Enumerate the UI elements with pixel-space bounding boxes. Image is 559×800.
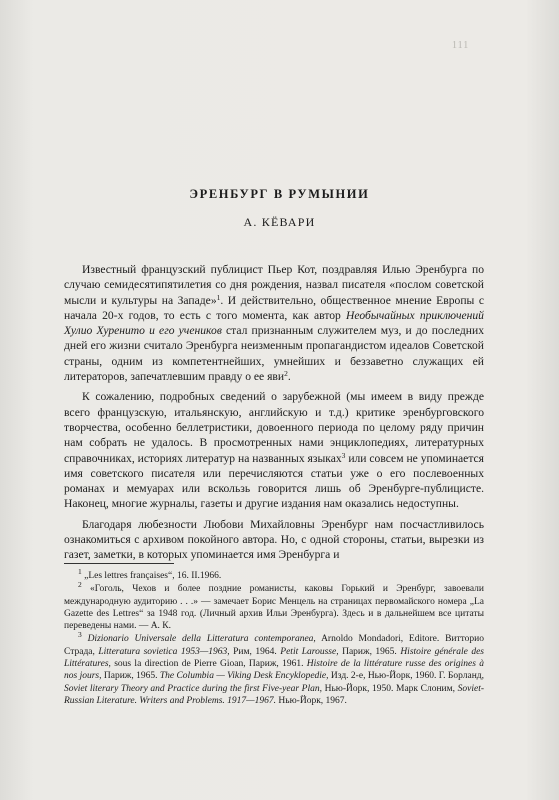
- text-span: , Arnoldo Mondadori, Editore. Витторио Страда,: [64, 634, 484, 657]
- footnote-text: «Гоголь, Чехов и более поздние романисты, каковы Горький и Эренбург, завоевали международную аудиторию . . .» — замечает Борис Менцель на страницах первомайского номера „La Gazette des Lettres“ за 1948 год. (Личный архив Ильи Эренбурга). Здесь и в дальнейшем все цитаты переведены нами. — А. К.: [64, 584, 484, 632]
- italic-title: Histoire générale des Littératures,: [64, 646, 484, 670]
- text-span: .: [287, 370, 291, 384]
- footnote-number: 2: [78, 580, 82, 590]
- italic-title: The Columbia — Viking Desk Encyklopedie,: [159, 671, 329, 682]
- text-span: Известный французский публицист Пьер Кот, поздравляя Илью Эренбурга по случаю семидесятипятилетия со дня рождения, назвал писателя «послом советской мысли и культуры на Западе»: [64, 263, 484, 307]
- text-span: Нью-Йорк, 1950. Марк Слоним,: [322, 683, 458, 694]
- text-span: или совсем не упоминается имя советского писателя или перечисляются статьи уже о его послевоенных романах и мемуарах или вскользь говорится лишь об Эренбурге-публицисте. Наконец, многие журналы, газеты и другие издания нам оказались недоступны.: [64, 451, 484, 511]
- footnote-ref-3: 3: [341, 450, 346, 460]
- text-span: Нью-Йорк, 1967.: [276, 695, 347, 706]
- text-span: Рим, 1964.: [229, 646, 281, 657]
- italic-title: Dizionario Universale della Litteratura contemporanea: [87, 634, 314, 645]
- italic-title: Необычайных приключений Хулио Хуренито и его учеников: [64, 308, 484, 338]
- article-author: А. КЁВАРИ: [243, 215, 316, 229]
- footnote-ref-2: 2: [284, 369, 288, 379]
- page-header-number: 111: [452, 40, 470, 51]
- footnote-number: 1: [78, 567, 82, 576]
- text-span: Париж, 1965.: [338, 646, 401, 657]
- footnotes: [64, 567, 485, 708]
- italic-title: Litteratura sovietica 1953—1963,: [98, 646, 230, 657]
- italic-title: Soviet-Russian Literature. Writers and Problems. 1917—1967.: [64, 683, 485, 706]
- paragraph-2: [64, 389, 484, 511]
- italic-title: Petit Larousse,: [280, 646, 339, 657]
- text-span: sous la direction de Pierre Gioan, Париж, 1961.: [110, 659, 307, 670]
- footnote-3: [64, 630, 485, 707]
- footnote-ref-1: 1: [216, 292, 221, 302]
- italic-title: Histoire de la littérature russe des origines à nos jours,: [64, 659, 484, 682]
- text-span: стал признанным служителем муз, и до последних дней его жизни считало Эренбурга неизменным пропагандистом идеалов Советской страны, одним из компетентнейших, умнейших и беззаветно служащих ей литераторов, запечатлевшим правду о ее яви: [64, 324, 485, 384]
- text-span: Изд. 2-е, Нью-Йорк, 1960. Г. Борланд,: [328, 671, 484, 682]
- paragraph-1: [64, 262, 484, 384]
- italic-title: Soviet literary Theory and Practice during the first Five-year Plan,: [64, 683, 322, 694]
- text-span: Париж, 1965.: [101, 671, 160, 682]
- footnote-1: [64, 567, 484, 582]
- footnote-divider: [64, 563, 174, 564]
- footnote-number: 3: [78, 630, 82, 640]
- text-span: . И действительно, общественное мнение Европы с начала 20-х годов, то есть с того момента, как автор: [64, 293, 484, 322]
- footnote-2: [64, 580, 484, 632]
- text-span: К сожалению, подробных сведений о зарубежной (мы имеем в виду прежде всего французскую, итальянскую, английскую и т.д.) критике эренбурговского творчества, особенно беллетристики, довоенного периода по целому ряду причин нам собрать не удалось. В просмотренных нами энциклопедиях, литературных справочниках, историях литератур на названных языках: [64, 390, 484, 465]
- paragraph-3: Благодаря любезности Любови Михайловны Эренбург нам посчастливилось ознакомиться с архивом покойного автора. Но, с одной стороны, статьи, вырезки из газет, заметки, в которых упоминается имя Эренбурга и: [64, 517, 484, 562]
- article-body: [64, 262, 484, 563]
- footnote-text: „Les lettres françaises“, 16. II.1966.: [84, 571, 222, 581]
- article-title: ЭРЕНБУРГ В РУМЫНИИ: [189, 187, 370, 201]
